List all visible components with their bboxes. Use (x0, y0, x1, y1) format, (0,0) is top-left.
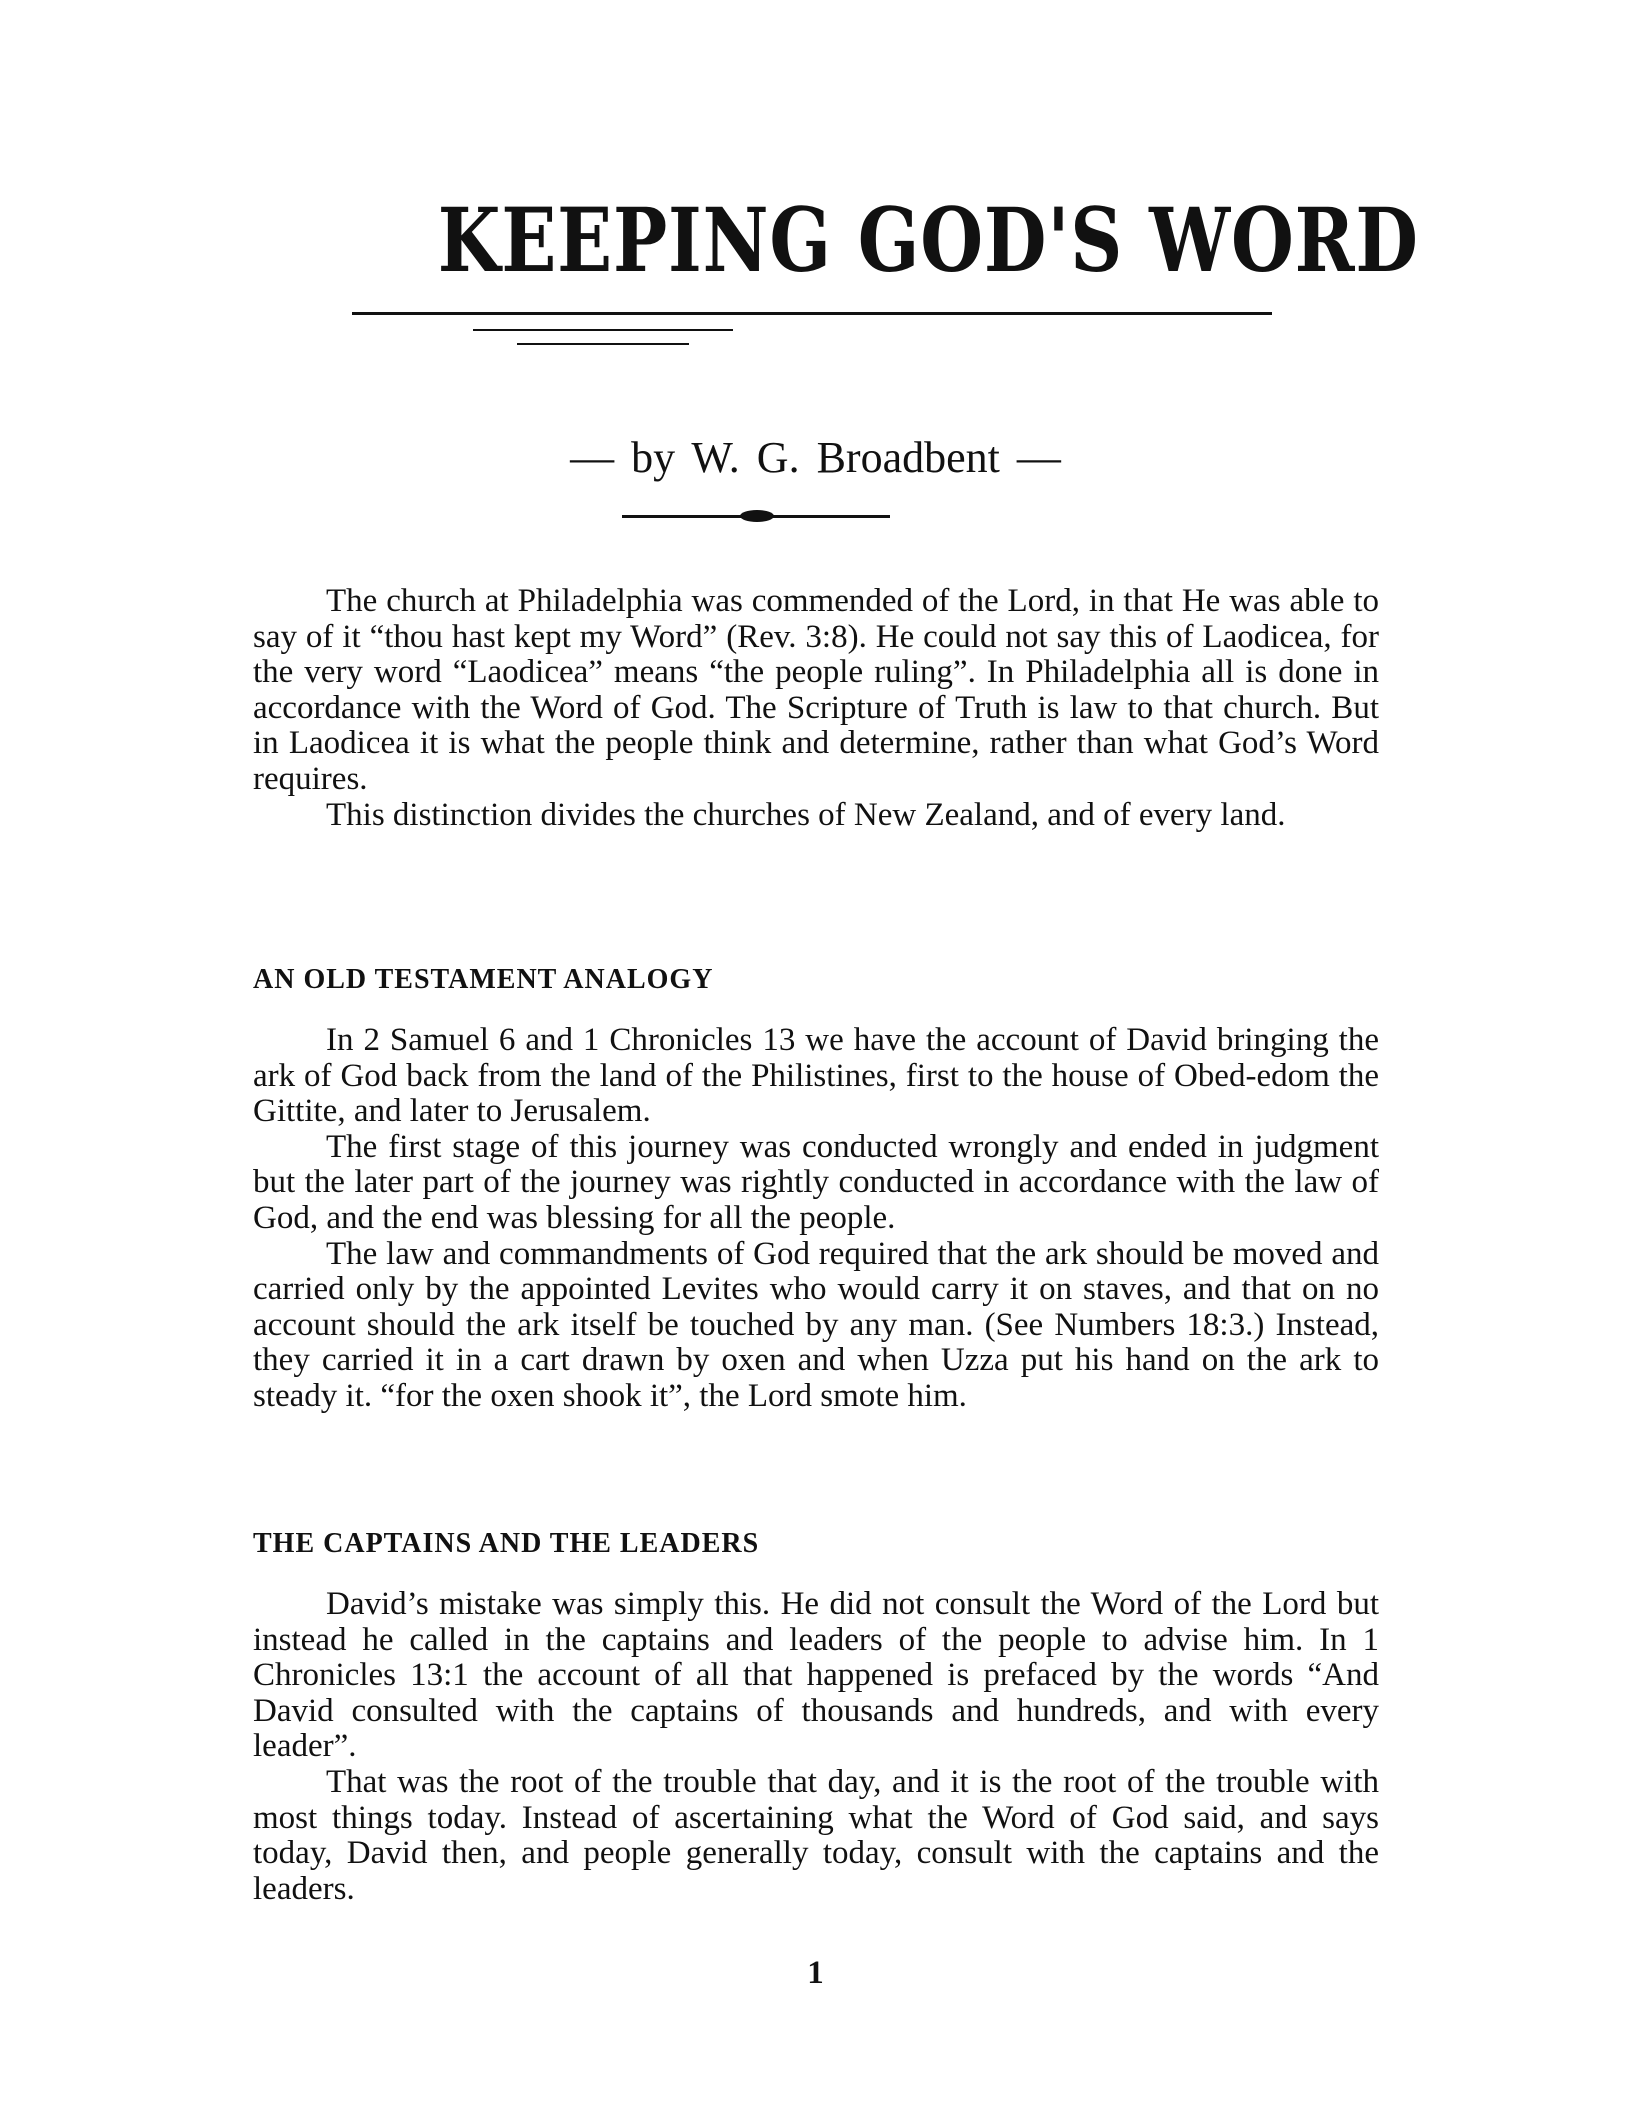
author-byline: — by W. G. Broadbent — (570, 433, 1061, 482)
ornament-center (740, 510, 774, 522)
page-number: 1 (807, 1955, 824, 1991)
paragraph: The church at Philadelphia was commended of the Lord, in that He was able to say of it “thou hast kept my Word” (Rev. 3:8). He could not say this of Laodicea, for the very word “Laodicea” means “the people ruling”. In Philadelphia all is done in accordance with the Word of God. The Scripture of Truth is law to that church. But in Laodicea it is what the people think and determine, rather than what God’s Word requires. (253, 583, 1379, 797)
title-rule-middle (473, 329, 733, 331)
paragraph: In 2 Samuel 6 and 1 Chronicles 13 we have the account of David bringing the ark of God back from the land of the Philistines, first to the house of Obed-edom the Gittite, and later to Jerusalem. (253, 1022, 1379, 1130)
section-heading: AN OLD TESTAMENT ANALOGY (253, 964, 714, 995)
section-body (253, 1587, 1379, 1907)
document-title: KEEPING GOD'S WORD (437, 188, 1419, 292)
title-rule-long (352, 312, 1272, 315)
section-body (253, 1023, 1379, 1415)
paragraph: David’s mistake was simply this. He did not consult the Word of the Lord but instead he called in the captains and leaders of the people to advise him. In 1 Chronicles 13:1 the account of all that happened is prefaced by the words “And David consulted with the captains of thousands and hundreds, and with every leader”. (253, 1586, 1379, 1765)
paragraph: That was the root of the trouble that day, and it is the root of the trouble with most things today. Instead of ascertaining what the Word of God said, and says today, David then, and people generally today, consult with the captains and the leaders. (253, 1763, 1379, 1907)
intro-section (253, 584, 1379, 833)
section-heading: THE CAPTAINS AND THE LEADERS (253, 1528, 760, 1559)
paragraph: This distinction divides the churches of New Zealand, and of every land. (326, 796, 1286, 833)
title-rule-short (517, 343, 689, 345)
paragraph: The law and commandments of God required that the ark should be moved and carried only by the appointed Levites who would carry it on staves, and that on no account should the ark itself be touched by any man. (See Numbers 18:3.) Instead, they carried it in a cart drawn by oxen and when Uzza put his hand on the ark to steady it. “for the oxen shook it”, the Lord smote him. (253, 1235, 1379, 1414)
paragraph: The first stage of this journey was conducted wrongly and ended in judgment but the later part of the journey was rightly conducted in accordance with the law of God, and the end was blessing for all the people. (253, 1128, 1379, 1236)
